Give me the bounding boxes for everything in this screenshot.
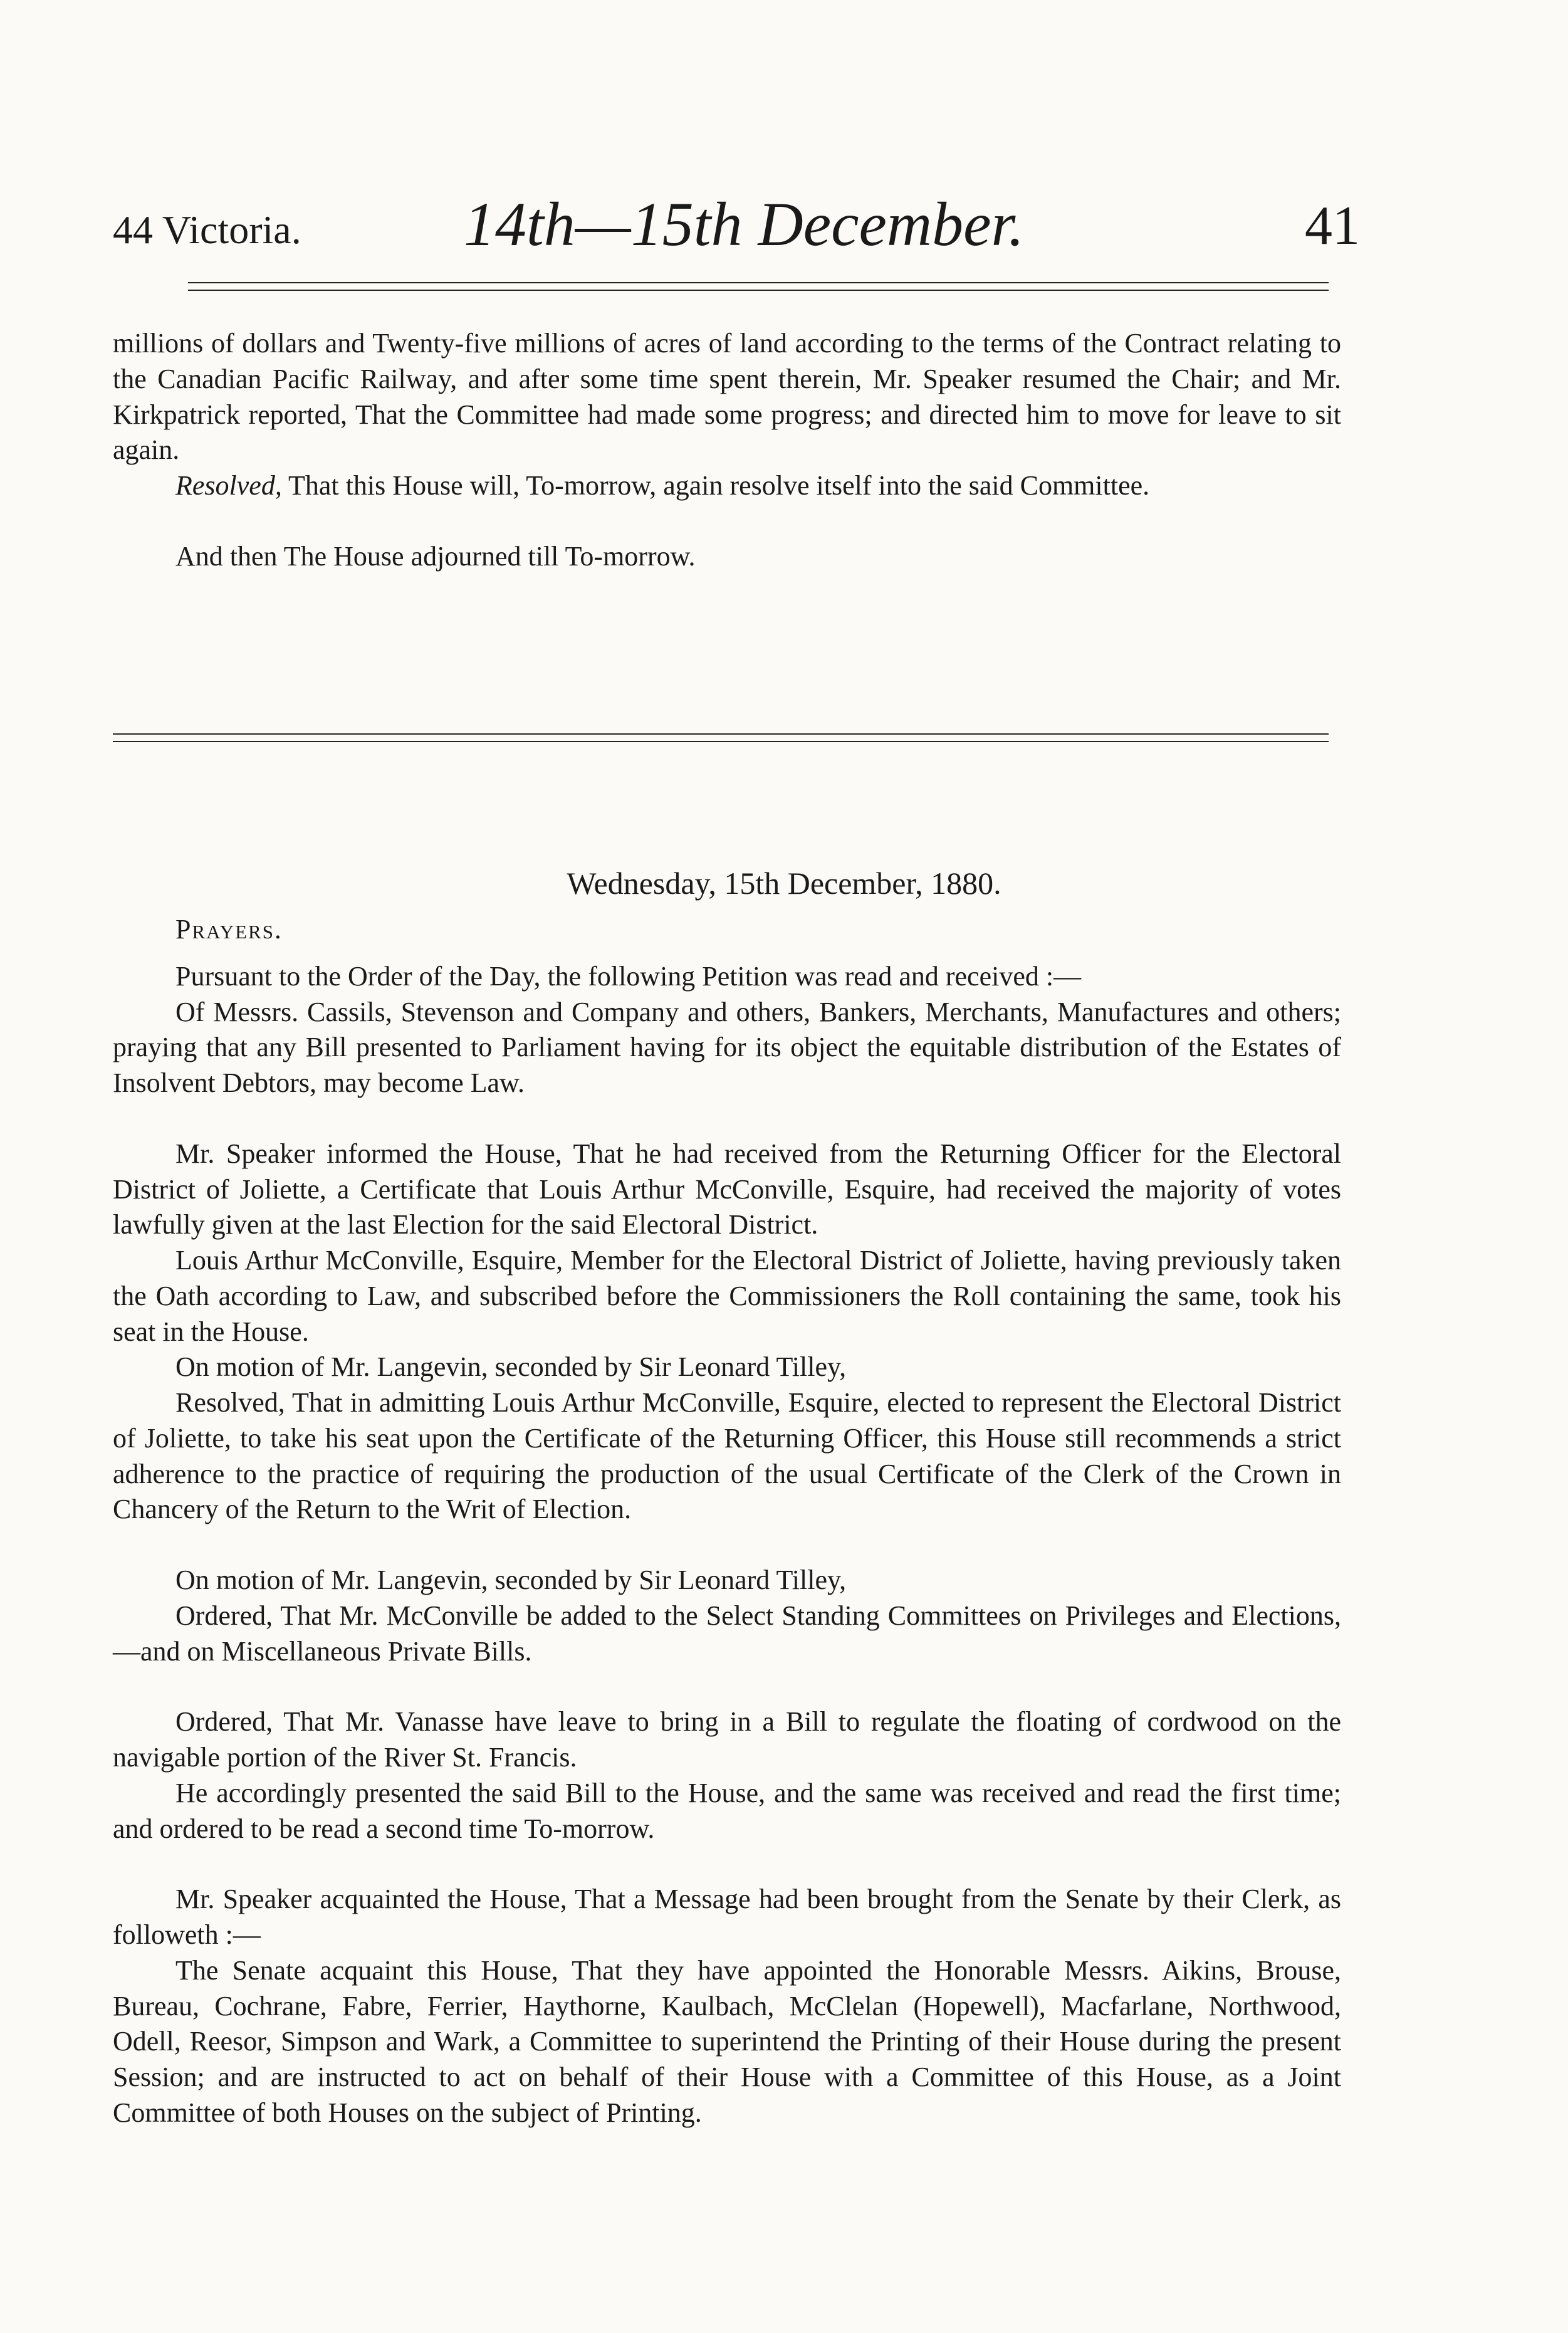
- header-dates: 14th—15th December.: [464, 189, 1025, 259]
- motion-paragraph-2: On motion of Mr. Langevin, seconded by Sir Leonard Tilley,: [175, 1565, 847, 1595]
- senate-message-paragraph: Mr. Speaker acquainted the House, That a Message had been brought from the Senate by their Clerk, as followeth :—: [113, 1884, 1341, 1950]
- petition-text: Of Messrs. Cassils, Stevenson and Company and others, Bankers, Merchants, Manufactures and others; praying that any Bill presented to Parliament having for its object the equitable distribution of the Estates of Insolvent Debtors, may become Law.: [113, 996, 1341, 1098]
- resolved-text: That this House will, To-morrow, again resolve itself into the said Committee.: [281, 470, 1150, 501]
- speaker-certificate-paragraph: Mr. Speaker informed the House, That he had received from the Returning Officer for the Electoral District of Joliette, a Certificate that Louis Arthur McConville, Esquire, had received the majority of votes lawfully given at the last Election for the said Electoral District.: [113, 1138, 1341, 1240]
- resolved-paragraph: [113, 468, 1341, 504]
- continued-proceedings: [113, 326, 1341, 575]
- page-number: 41: [1305, 196, 1360, 256]
- committee-report-paragraph: millions of dollars and Twenty-five millions of acres of land according to the terms of the Contract relating to the Canadian Pacific Railway, and after some time spent therein, Mr. Speaker resumed the Chair; and Mr. Kirkpatrick reported, That the Committee had made some progress; and directed him to move for leave to sit again.: [113, 328, 1341, 466]
- header-rule: [188, 282, 1329, 291]
- prayers-heading: Prayers.: [175, 914, 283, 945]
- motion-paragraph: On motion of Mr. Langevin, seconded by Sir Leonard Tilley,: [175, 1351, 847, 1383]
- ordered-bill-paragraph: Ordered, That Mr. Vanasse have leave to bring in a Bill to regulate the floating of cordwood on the navigable portion of the River St. Francis.: [113, 1706, 1341, 1773]
- member-seated-paragraph: Louis Arthur McConville, Esquire, Member for the Electoral District of Joliette, having previously taken the Oath according to Law, and subscribed before the Commissioners the Roll containing the same, took his seat in the House.: [113, 1245, 1341, 1347]
- resolved-label: Resolved,: [175, 470, 282, 501]
- bill-presented-paragraph: He accordingly presented the said Bill to the House, and the same was received and read the first time; and ordered to be read a second time To-morrow.: [113, 1777, 1341, 1844]
- ordered-committees-paragraph: Ordered, That Mr. McConville be added to the Select Standing Committees on Privileges and Elections,—and on Miscellaneous Private Bills.: [113, 1600, 1341, 1667]
- resolved-certificate-paragraph: Resolved, That in admitting Louis Arthur McConville, Esquire, elected to represent the Electoral District of Joliette, to take his seat upon the Certificate of the Returning Officer, this House still recommends a strict adherence to the practice of requiring the production of the usual Certificate of the Clerk of the Crown in Chancery of the Return to the Writ of Election.: [113, 1387, 1341, 1525]
- senate-committee-paragraph: The Senate acquaint this House, That they have appointed the Honorable Messrs. Aikins, Brouse, Bureau, Cochrane, Fabre, Ferrier, Haythorne, Kaulbach, McClelan (Hopewell), Macfarlane, Northwood, Odell, Reesor, Simpson and Wark, a Committee to superintend the Printing of their House during the present Session; and are instructed to act on behalf of their House with a Committee of this House, as a Joint Committee of both Houses on the subject of Printing.: [113, 1954, 1341, 2128]
- page-header: [113, 188, 1360, 270]
- header-session: 44 Victoria.: [113, 207, 301, 252]
- sitting-proceedings: [113, 912, 1341, 2131]
- adjournment-paragraph: And then The House adjourned till To-morrow.: [175, 540, 696, 572]
- section-rule: [113, 733, 1329, 742]
- sitting-date-title: Wednesday, 15th December, 1880.: [567, 866, 1001, 901]
- petition-intro: Pursuant to the Order of the Day, the following Petition was read and received :—: [175, 960, 1082, 992]
